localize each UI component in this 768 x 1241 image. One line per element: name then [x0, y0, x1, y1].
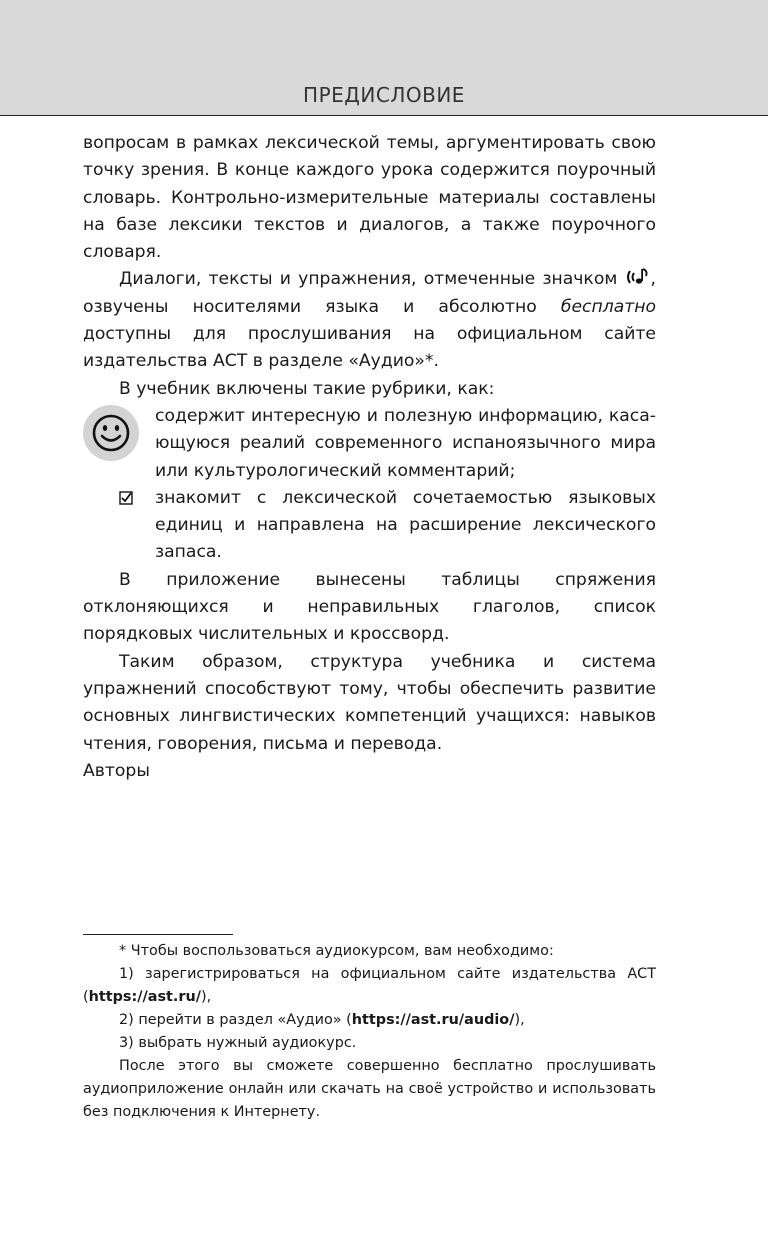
paragraph-2-italic: бесплатно: [560, 296, 657, 317]
authors-signature: Авторы: [83, 760, 150, 781]
paragraph-2-middle: , озвучены носителями языка и абсолютно: [83, 269, 657, 317]
rubric-info: [83, 403, 656, 485]
main-text: [83, 130, 656, 785]
rubric-lexis: [83, 485, 656, 567]
footnote-divider: [83, 934, 233, 935]
paragraph-2-start: Диалоги, тексты и упражнения, отмеченные значком: [119, 269, 618, 290]
footnote-line-4: 3) выбрать нужный аудиокурс.: [119, 1035, 357, 1051]
page-title: ПРЕДИСЛОВИЕ: [303, 83, 465, 107]
footnote-line-3: 2) перейти в раздел «Аудио» (https://ast.ru/audio/),: [119, 1012, 525, 1028]
paragraph-1: вопросам в рамках лексической темы, аргументировать свою точку зрения. В конце каждого урока содержится поурочный словарь. Контрольно-измерительные материалы составлены на базе лексики текстов и диалогов, а также поурочного словаря.: [83, 133, 656, 263]
ast-link[interactable]: https://ast.ru/: [88, 989, 201, 1005]
footnote-line-5: После этого вы сможете совершенно бесплатно прослушивать аудиоприложение онлайн или скачать на своё устройство и использовать без подключения к Интернету.: [83, 1058, 656, 1120]
footnote-line-1: * Чтобы воспользоваться аудиокурсом, вам необходимо:: [119, 943, 554, 959]
paragraph-4: В приложение вынесены таблицы спряжения отклоняющихся и неправильных глаголов, список порядковых числительных и кроссворд.: [83, 569, 656, 645]
footnote-line-2: 1) зарегистрироваться на официальном сайте издательства АСТ (https://ast.ru/),: [83, 966, 656, 1005]
checkbox-icon: [119, 491, 133, 505]
rubric-info-text: содержит интересную и полезную информацию, касающуюся реалий современного испаноязычного мира или культурологический комментарий;: [155, 405, 656, 481]
paragraph-2: [83, 266, 656, 375]
paragraph-2-end: доступны для прослушивания на официальном сайте издательства АСТ в разделе «Аудио»*.: [83, 324, 656, 372]
footnotes: [83, 940, 656, 1124]
ast-audio-link[interactable]: https://ast.ru/audio/: [351, 1012, 515, 1028]
rubric-lexis-text: знакомит с лексической сочетаемостью языковых единиц и направлена на расширение лексического запаса.: [155, 487, 656, 563]
audio-note-icon: [625, 267, 651, 287]
paragraph-3: В учебник включены такие рубрики, как:: [119, 378, 495, 399]
paragraph-5: Таким образом, структура учебника и система упражнений способствуют тому, чтобы обеспечить развитие основных лингвистических компетенций учащихся: навыков чтения, говорения, письма и перевода.: [83, 651, 656, 754]
page-header: [0, 0, 768, 116]
smiley-icon: [83, 405, 139, 461]
